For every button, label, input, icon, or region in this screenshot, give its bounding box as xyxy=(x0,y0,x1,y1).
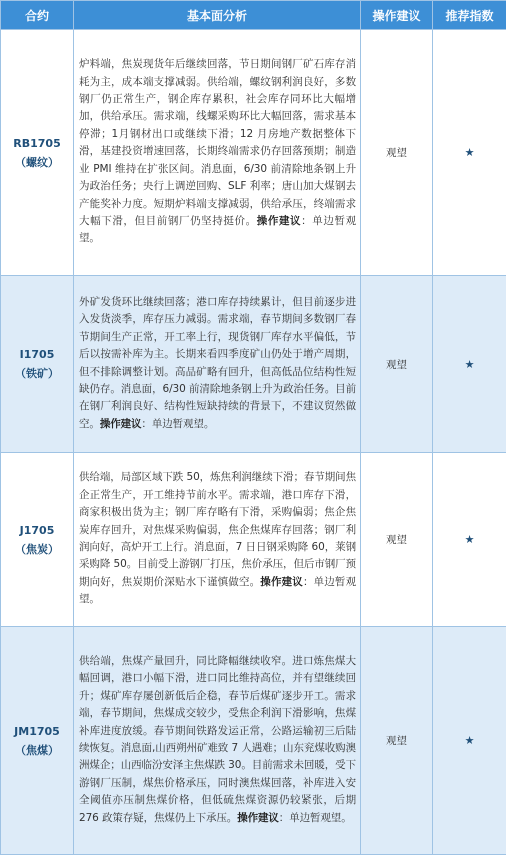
analysis-text: 供给端，焦煤产量回升，同比降幅继续收窄。进口炼焦煤大幅回调，港口小幅下滑，进口同比维持高位，并有望继续回升；煤矿库存屡创新低后企稳，春节后煤矿逐步开工。需求端，春节期间，焦煤成交较少，受焦企利润下滑影响，焦煤补库进度放缓。春节期间铁路发运正常，公路运输初三后陆续恢复。消息面,山西朔州矿难致 7 人遇难；山东兖煤收购澳洲煤企；山西临汾安泽主焦煤跌 30。目前需求未回暖，受下游钢厂压制，煤焦价格承压，同时澳焦煤回落，补库进入安全阈值亦压制焦煤价格，但低硫焦煤资源仍较紧张，后期 276 政策存疑，焦煤仍上下承压。 xyxy=(79,655,356,824)
contract-code: JM1705 xyxy=(1,722,73,741)
contract-name: （焦煤） xyxy=(1,741,73,760)
action-text: ：单边暂观望。 xyxy=(279,812,352,824)
contract-code: I1705 xyxy=(1,345,73,364)
contract-name: （螺纹） xyxy=(1,153,73,172)
analysis-cell xyxy=(74,276,361,453)
contract-cell xyxy=(1,276,74,453)
contract-cell xyxy=(1,453,74,627)
contract-name: （铁矿） xyxy=(1,364,73,383)
action-label: 操作建议 xyxy=(257,215,301,227)
rating-star-icon: ★ xyxy=(433,627,506,855)
rating-star-icon: ★ xyxy=(433,30,506,276)
contract-cell xyxy=(1,627,74,855)
header-suggestion: 操作建议 xyxy=(361,1,433,30)
header-contract: 合约 xyxy=(1,1,74,30)
contract-cell xyxy=(1,30,74,276)
rating-star-icon: ★ xyxy=(433,276,506,453)
action-text: ：单边暂观望。 xyxy=(79,215,356,244)
action-text: ：单边暂观望。 xyxy=(79,576,356,605)
table-row xyxy=(1,453,506,627)
header-rating: 推荐指数 xyxy=(433,1,506,30)
analysis-cell xyxy=(74,627,361,855)
header-row xyxy=(1,1,506,30)
suggestion-cell: 观望 xyxy=(361,30,433,276)
action-label: 操作建议 xyxy=(100,418,142,430)
analysis-cell xyxy=(74,453,361,627)
analysis-text: 供给端，局部区域下跌 50，炼焦利润继续下滑；春节期间焦企正常生产，开工维持节前水平。需求端，港口库存下滑，商家积极出货为主；钢厂库存略有下滑，采购偏弱；焦企焦炭库存回升，对焦煤采购偏弱，焦企焦煤库存回落；钢厂利润向好，高炉开工上行。消息面，7 日日钢采购降 60，莱钢采购降 50。目前受上游钢厂打压，焦价承压，但后市钢厂预期向好，焦炭期价深贴水下谨慎做空。 xyxy=(79,471,356,587)
contract-code: J1705 xyxy=(1,521,73,540)
suggestion-cell: 观望 xyxy=(361,627,433,855)
rating-star-icon: ★ xyxy=(433,453,506,627)
contract-code: RB1705 xyxy=(1,134,73,153)
table-row xyxy=(1,627,506,855)
suggestion-cell: 观望 xyxy=(361,453,433,627)
analysis-text: 外矿发货环比继续回落；港口库存持续累计，但目前逐步进入发货淡季，库存压力减弱。需求端，春节期间多数钢厂春节期间生产正常，开工率上行，现货钢厂库存水平偏低，节后以按需补库为主。长期来看四季度矿山仍处于增产周期，但不排除调整计划。高品矿略有回升，但高低品位结构性短缺仍存。消息面，6/30 前清除地条钢上升为政治任务。目前在钢厂利润良好、结构性短缺持续的背景下，不建议贸然做空。 xyxy=(79,296,356,430)
header-analysis: 基本面分析 xyxy=(74,1,361,30)
contract-name: （焦炭） xyxy=(1,540,73,559)
analysis-text: 炉料端，焦炭现货年后继续回落，节日期间钢厂矿石库存消耗为主，成本端支撑减弱。供给端，螺纹钢利润良好，多数钢厂仍正常生产，钢企库存累积，社会库存同环比大幅增加，供给承压。需求端，线螺采购环比大幅回落，需求基本停滞；1月钢材出口或继续下滑；12 月房地产数据整体下滑，基建投资增速回落，长期终端需求仍存回落预期；制造业 PMI 维持在扩张区间。消息面，6/30 前清除地条钢上升为政治任务；央行上调逆回购、SLF 利率；唐山加大煤钢去产能奖补力度。短期炉料端支撑减弱，供给承压，终端需求大幅下滑，但目前钢厂仍坚持挺价。 xyxy=(79,58,356,227)
analysis-cell xyxy=(74,30,361,276)
table-row xyxy=(1,30,506,276)
table-row xyxy=(1,276,506,453)
suggestion-cell: 观望 xyxy=(361,276,433,453)
action-text: ：单边暂观望。 xyxy=(141,418,214,430)
action-label: 操作建议 xyxy=(260,576,303,588)
action-label: 操作建议 xyxy=(237,812,279,824)
